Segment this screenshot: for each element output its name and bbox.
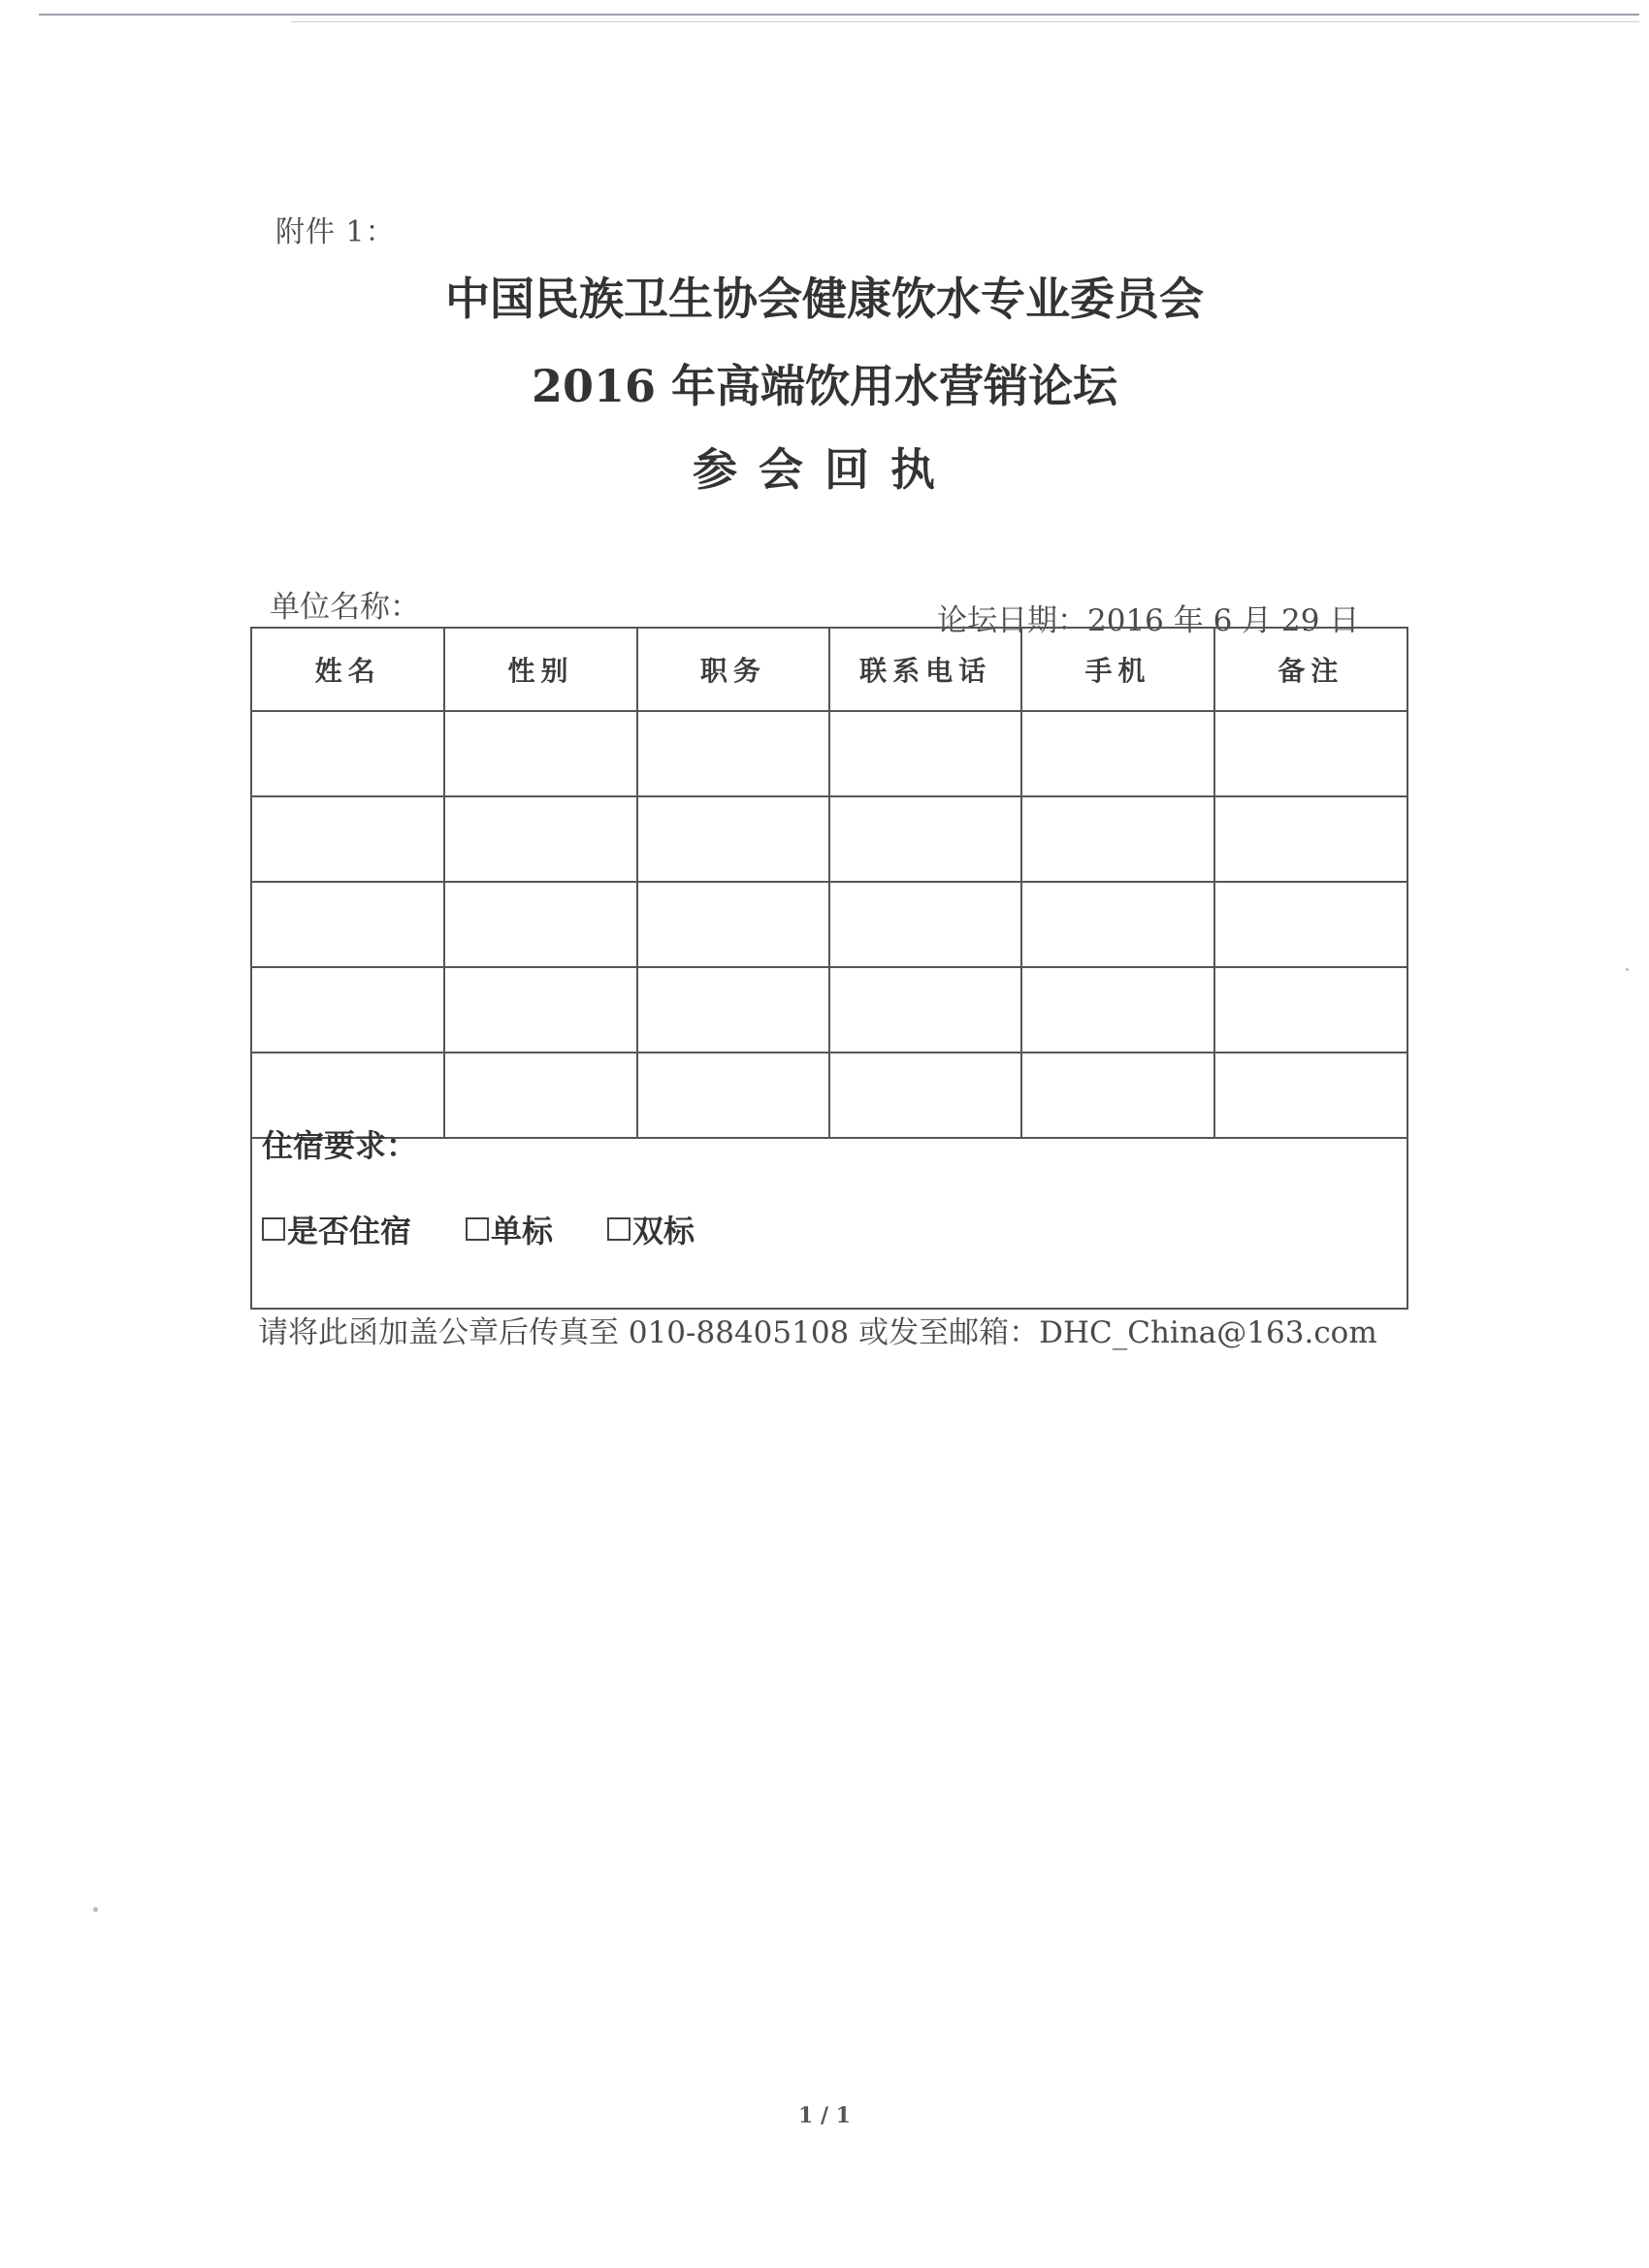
attendee-table: [252, 629, 1406, 1139]
table-cell[interactable]: [637, 967, 829, 1053]
lodging-options: [262, 1207, 695, 1251]
table-cell[interactable]: [829, 711, 1021, 796]
scan-speck: [93, 1907, 98, 1912]
table-cell[interactable]: [252, 711, 444, 796]
option-double-room[interactable]: [607, 1207, 695, 1251]
checkbox-icon[interactable]: [262, 1217, 285, 1241]
table-cell[interactable]: [1021, 967, 1213, 1053]
page-number: 1 / 1: [798, 2103, 851, 2128]
table-header-row: [252, 629, 1406, 711]
table-cell[interactable]: [252, 967, 444, 1053]
checkbox-icon[interactable]: [466, 1217, 489, 1241]
table-cell[interactable]: [444, 1053, 636, 1138]
fax-email-instructions: 请将此函加盖公章后传真至 010-88405108 或发至邮箱：DHC_China@163.com: [258, 1315, 1377, 1350]
table-row: [252, 711, 1406, 796]
option-single-room-label: 单标: [491, 1213, 554, 1249]
header-phone: 联系电话: [829, 629, 1021, 711]
doc-title-organization: 中国民族卫生协会健康饮水专业委员会: [445, 273, 1204, 325]
table-row: [252, 882, 1406, 967]
table-cell[interactable]: [444, 711, 636, 796]
table-cell[interactable]: [252, 882, 444, 967]
table-cell[interactable]: [637, 711, 829, 796]
table-cell[interactable]: [444, 882, 636, 967]
header-name: 姓名: [252, 629, 444, 711]
table-row: [252, 796, 1406, 882]
scan-edge: [39, 14, 1639, 16]
option-single-room[interactable]: [466, 1207, 553, 1251]
option-double-room-label: 双标: [632, 1213, 695, 1249]
table-cell[interactable]: [637, 1053, 829, 1138]
table-cell[interactable]: [637, 796, 829, 882]
registration-form: [250, 627, 1408, 1310]
scan-edge-inner: [291, 21, 1639, 22]
table-row: [252, 1053, 1406, 1138]
table-cell[interactable]: [1214, 796, 1406, 882]
header-remarks: 备注: [1214, 629, 1406, 711]
lodging-requirements-label: 住宿要求：: [262, 1127, 418, 1164]
table-cell[interactable]: [1214, 1053, 1406, 1138]
table-row: [252, 967, 1406, 1053]
table-cell[interactable]: [444, 796, 636, 882]
table-cell[interactable]: [829, 882, 1021, 967]
table-cell[interactable]: [1021, 711, 1213, 796]
option-stay[interactable]: [262, 1207, 411, 1251]
table-cell[interactable]: [829, 967, 1021, 1053]
header-mobile: 手机: [1021, 629, 1213, 711]
table-cell[interactable]: [1214, 967, 1406, 1053]
table-cell[interactable]: [1021, 1053, 1213, 1138]
table-cell[interactable]: [1021, 882, 1213, 967]
unit-name-label: 单位名称：: [270, 590, 420, 625]
table-cell[interactable]: [252, 796, 444, 882]
doc-title-receipt: 参会回执: [693, 443, 956, 496]
header-position: 职务: [637, 629, 829, 711]
table-cell[interactable]: [444, 967, 636, 1053]
scan-speck: [1626, 968, 1629, 971]
table-cell[interactable]: [829, 1053, 1021, 1138]
doc-title-forum: 2016 年高端饮用水营销论坛: [531, 360, 1118, 412]
table-cell[interactable]: [1214, 882, 1406, 967]
checkbox-icon[interactable]: [607, 1217, 630, 1241]
table-cell[interactable]: [829, 796, 1021, 882]
header-gender: 性别: [444, 629, 636, 711]
forum-date: 论坛日期：2016 年 6 月 29 日: [937, 603, 1360, 638]
option-stay-label: 是否住宿: [287, 1213, 412, 1249]
table-cell[interactable]: [1214, 711, 1406, 796]
attachment-label: 附件 1：: [275, 215, 396, 249]
table-cell[interactable]: [1021, 796, 1213, 882]
table-cell[interactable]: [637, 882, 829, 967]
